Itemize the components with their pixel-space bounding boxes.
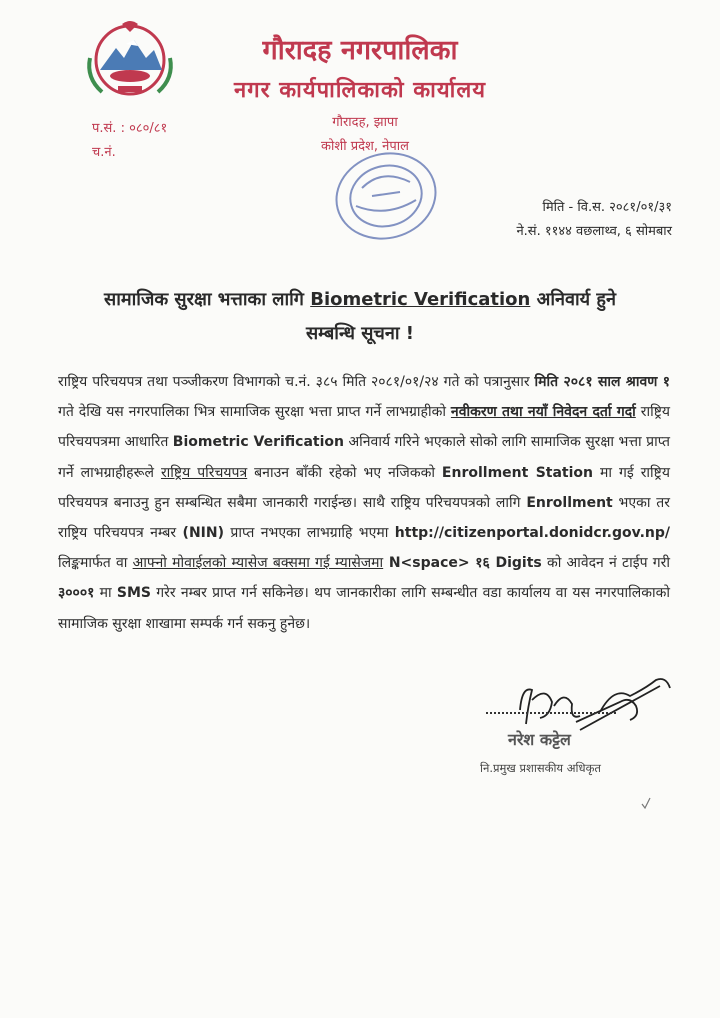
body-enrollment-station: Enrollment Station (441, 464, 594, 481)
body-text: राष्ट्रिय परिचयपत्र तथा पञ्जीकरण विभागको च.नं. ३८५ मिति २०८१/०१/२४ गते को पत्रानुसार (58, 374, 535, 390)
subject-highlight: Biometric Verification (310, 289, 531, 310)
dispatch-number: च.नं. (92, 145, 116, 160)
notice-body (58, 367, 670, 639)
ns-date: ने.सं. ११४४ वछलाथ्व, ६ सोमबार (516, 224, 672, 239)
body-text: को आवेदन नं टाईप गरी (541, 555, 670, 572)
body-renewal-note: नवीकरण तथा नयाँ निवेदन दर्ता गर्दा (450, 404, 636, 421)
tick-mark-icon (640, 796, 652, 810)
body-enrollment: Enrollment (526, 494, 613, 511)
body-text: राष्ट्रिय परिचयपत्रमा आधारित (58, 404, 670, 451)
date-block (516, 196, 672, 244)
body-text: बनाउन बाँकी रहेको भए नजिकको (247, 464, 442, 481)
body-text: अनिवार्य गरिने भएकाले सोको लागि सामाजिक सुरक्षा भत्ता प्राप्त गर्ने लाभग्राहीहरूले (58, 434, 670, 481)
reference-number: प.सं. : ०८०/८१ (92, 121, 168, 136)
body-sms-format: N<space> १६ Digits (383, 555, 542, 572)
body-text: मा गई राष्ट्रिय परिचयपत्र बनाउनु हुन सम्बन्धित सबैमा जानकारी गराईन्छ। साथै राष्ट्रिय परिचयपत्रको लागि (58, 464, 670, 511)
body-text: गते देखि यस नगरपालिका भित्र सामाजिक सुरक्षा भत्ता प्राप्त गर्ने लाभग्राहीको (58, 404, 451, 421)
nepal-government-emblem-icon (82, 18, 178, 100)
citizen-portal-link[interactable]: http://citizenportal.donidcr.gov.np/ (394, 525, 670, 542)
body-text: लिङ्कमार्फत वा (58, 555, 133, 572)
body-text: मा (94, 585, 117, 602)
subject-prefix: सामाजिक सुरक्षा भत्ताका लागि (104, 289, 311, 310)
body-nin: (NIN) (182, 525, 224, 542)
body-sms-number: ३०००१ (58, 585, 95, 602)
bs-date: मिति - वि.स. २०८१/०१/३१ (542, 200, 672, 215)
body-bold-date: मिति २०८१ साल श्रावण १ (534, 374, 670, 390)
office-name: नगर कार्यपालिकाको कार्यालय (234, 78, 486, 103)
signatory-name: नरेश कट्टेल (508, 730, 571, 749)
municipality-name: गौरादह नगरपालिका (262, 35, 458, 66)
signature-line (486, 712, 616, 714)
body-text: प्राप्त नभएका लाभग्राहि भएमा (224, 525, 395, 542)
subject-line-2: सम्बन्धि सूचना ! (305, 323, 414, 344)
notice-subject (60, 283, 660, 351)
body-sms: SMS (116, 585, 151, 602)
signatory-title: नि.प्रमुख प्रशासकीय अधिकृत (480, 761, 601, 775)
body-national-id: राष्ट्रिय परिचयपत्र (160, 464, 248, 481)
body-biometric: Biometric Verification (172, 434, 344, 451)
office-city: गौरादह, झापा (332, 115, 398, 130)
subject-suffix: अनिवार्य हुने (530, 289, 616, 310)
body-text: भएका तर राष्ट्रिय परिचयपत्र नम्बर (58, 494, 670, 542)
office-seal-stamp (322, 148, 444, 248)
body-sms-instruction: आफ्नो मोवाईलको म्यासेज बक्समा गई म्यासेजमा (132, 555, 384, 572)
office-province: कोशी प्रदेश, नेपाल (321, 139, 409, 154)
body-text: गरेर नम्बर प्राप्त गर्न सकिनेछ। थप जानकारीका लागि सम्बन्धीत वडा कार्यालय वा यस नगरपालिकाको सामाजिक सुरक्षा शाखामा सम्पर्क गर्न सकनु हुनेछ। (58, 585, 670, 632)
